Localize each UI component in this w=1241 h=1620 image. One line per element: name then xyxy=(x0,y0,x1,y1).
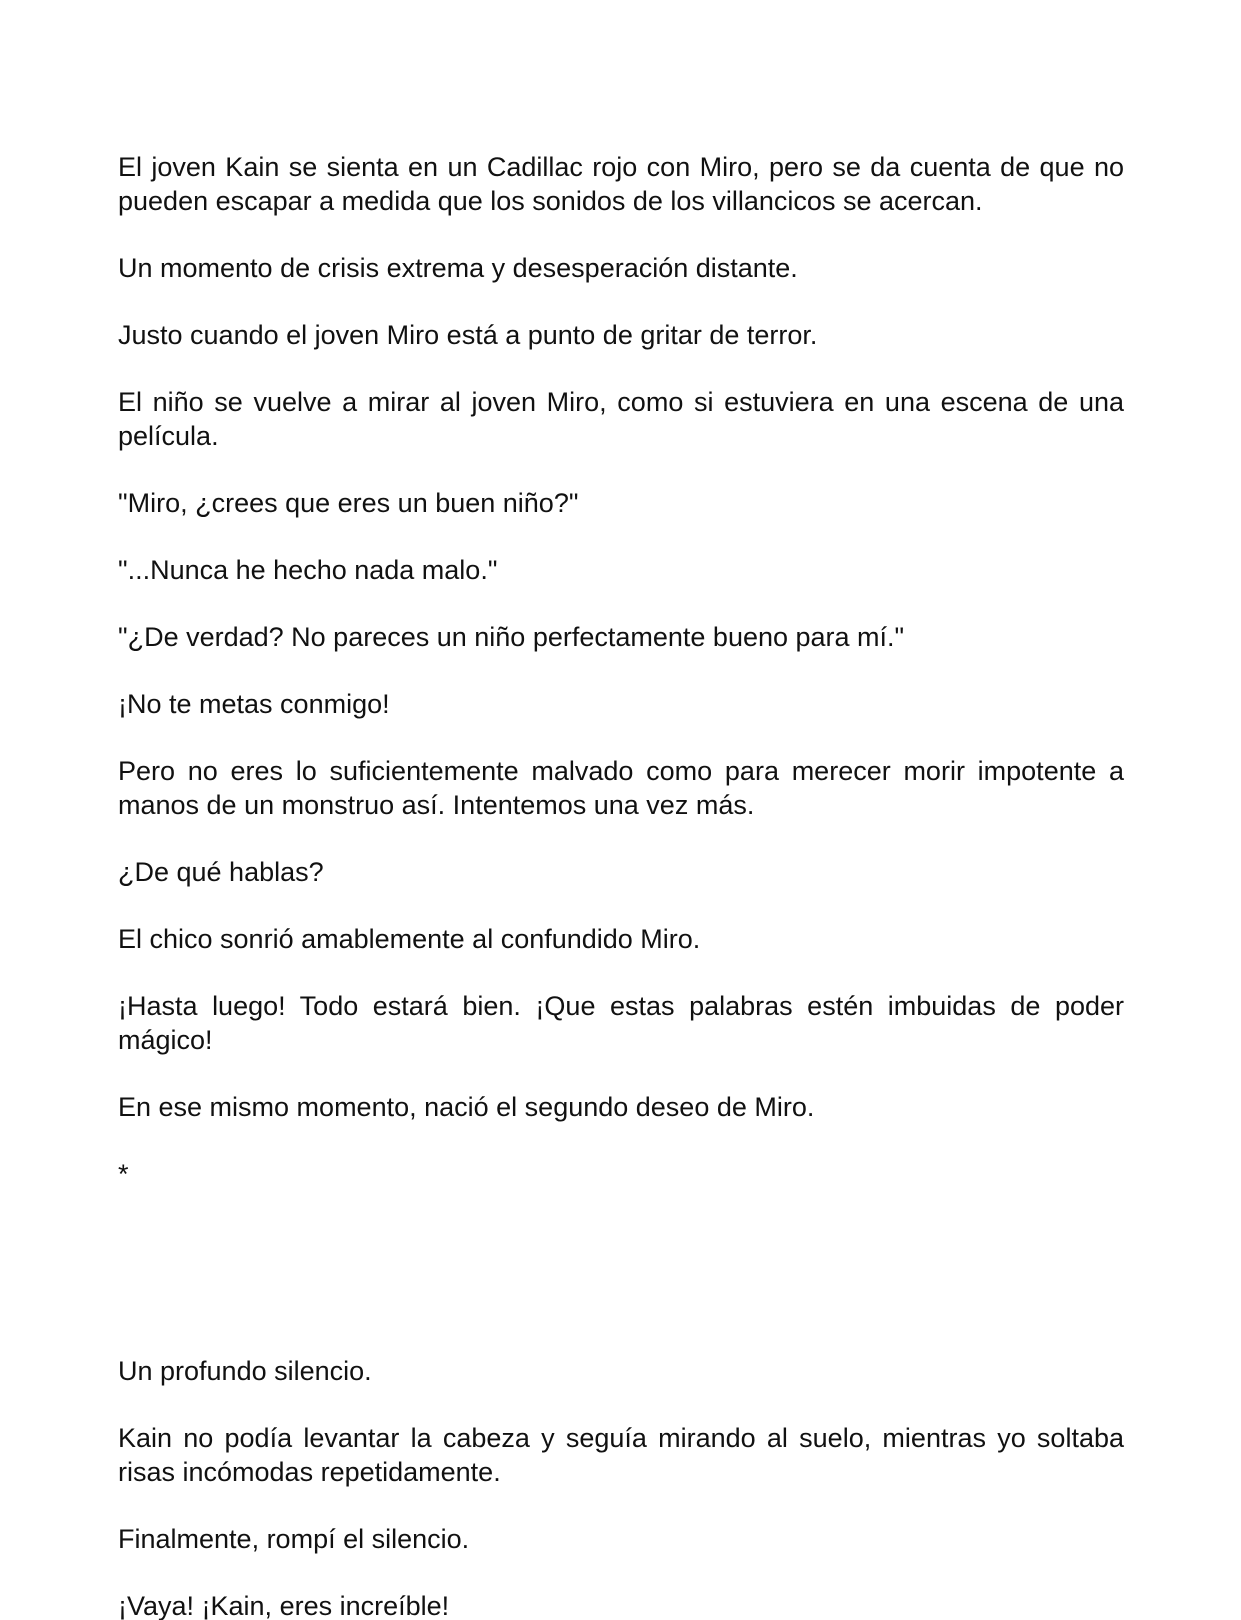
blank-space xyxy=(118,1224,1124,1354)
paragraph: Kain no podía levantar la cabeza y seguía mirando al suelo, mientras yo soltaba risas incómodas repetidamente. xyxy=(118,1423,1124,1487)
paragraph: ¡Hasta luego! Todo estará bien. ¡Que estas palabras estén imbuidas de poder mágico! xyxy=(118,991,1124,1055)
paragraph: Un profundo silencio. xyxy=(118,1356,372,1386)
dialogue-line: "...Nunca he hecho nada malo." xyxy=(118,555,498,585)
document-body xyxy=(118,150,1124,1620)
paragraph: Un momento de crisis extrema y desesperación distante. xyxy=(118,253,798,283)
paragraph: Pero no eres lo suficientemente malvado como para merecer morir impotente a manos de un monstruo así. Intentemos una vez más. xyxy=(118,756,1124,820)
scene-break-marker: * xyxy=(118,1159,129,1189)
dialogue-line: "Miro, ¿crees que eres un buen niño?" xyxy=(118,488,579,518)
paragraph: El chico sonrió amablemente al confundido Miro. xyxy=(118,924,701,954)
dialogue-line: ¡No te metas conmigo! xyxy=(118,689,390,719)
paragraph: Justo cuando el joven Miro está a punto de gritar de terror. xyxy=(118,320,818,350)
paragraph: ¡Vaya! ¡Kain, eres increíble! xyxy=(118,1591,450,1620)
dialogue-line: ¿De qué hablas? xyxy=(118,857,324,887)
paragraph: Finalmente, rompí el silencio. xyxy=(118,1524,470,1554)
paragraph: En ese mismo momento, nació el segundo deseo de Miro. xyxy=(118,1092,815,1122)
paragraph: El joven Kain se sienta en un Cadillac rojo con Miro, pero se da cuenta de que no pueden escapar a medida que los sonidos de los villancicos se acercan. xyxy=(118,152,1124,216)
dialogue-line: "¿De verdad? No pareces un niño perfectamente bueno para mí." xyxy=(118,622,905,652)
paragraph: El niño se vuelve a mirar al joven Miro, como si estuviera en una escena de una película. xyxy=(118,387,1124,451)
